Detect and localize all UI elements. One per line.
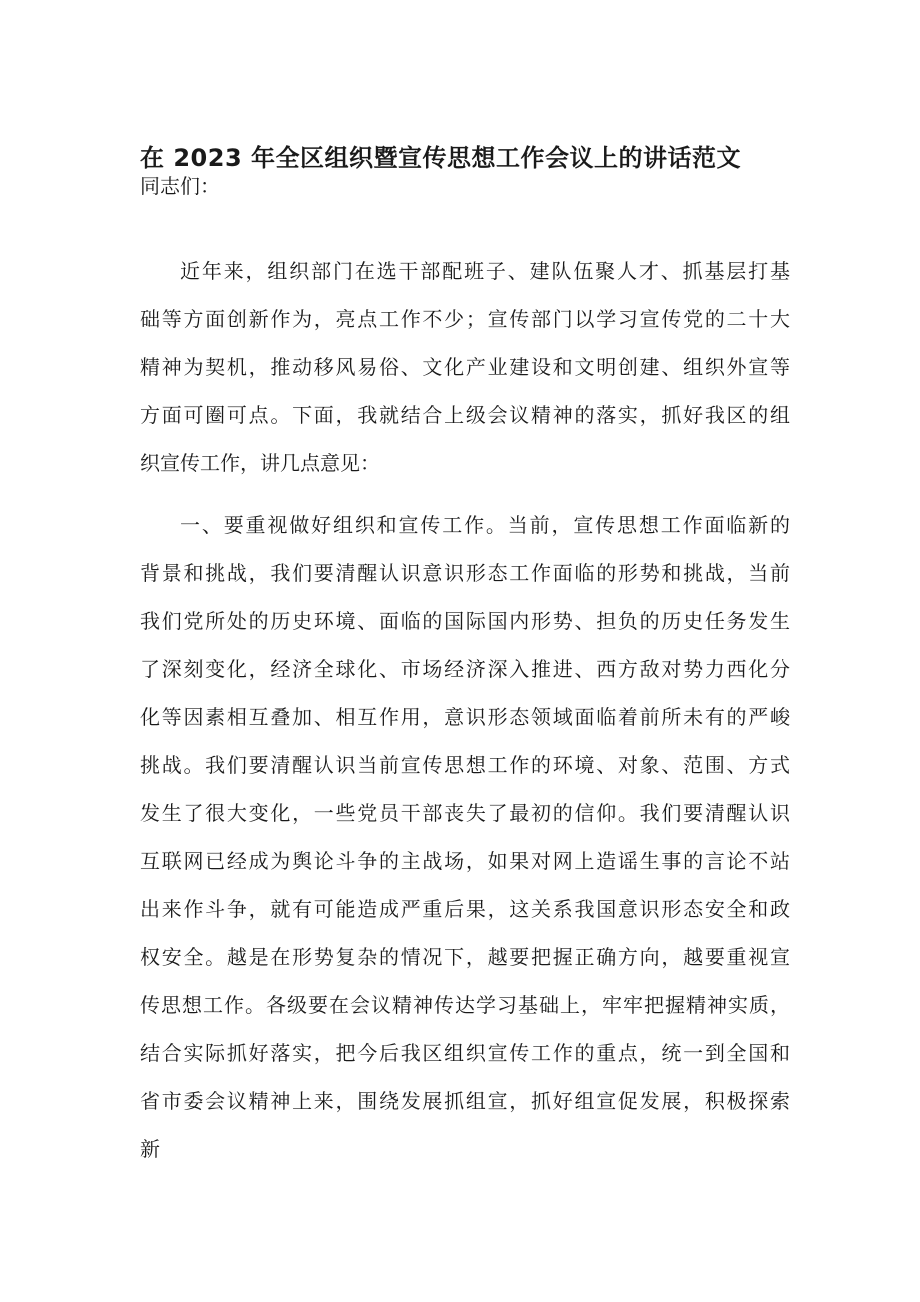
text-line: 传思想工作。各级要在会议精神传达学习基础上，牢牢把握精神实质， [140,993,790,1017]
text-line: 新 [140,1137,160,1161]
text-line: 权安全。越是在形势复杂的情况下，越要把握正确方向，越要重视宣 [140,945,790,969]
text-line: 础等方面创新作为，亮点工作不少；宣传部门以学习宣传党的二十大 [140,307,790,331]
text-line: 出来作斗争，就有可能造成严重后果，这关系我国意识形态安全和政 [140,897,790,921]
text-line: 发生了很大变化，一些党员干部丧失了最初的信仰。我们要清醒认识 [140,801,790,825]
text-line: 我们党所处的历史环境、面临的国际国内形势、担负的历史任务发生 [140,609,790,633]
text-line: 方面可圈可点。下面，我就结合上级会议精神的落实，抓好我区的组 [140,403,790,427]
text-line: 了深刻变化，经济全球化、市场经济深入推进、西方敌对势力西化分 [140,657,790,681]
paragraph-section-one [140,509,790,1181]
text-line: 化等因素相互叠加、相互作用，意识形态领域面临着前所未有的严峻 [140,705,790,729]
paragraph-gap [140,495,790,509]
document-title: 在 2023 年全区组织暨宣传思想工作会议上的讲话范文 [140,144,742,172]
text-line: 近年来，组织部门在选干部配班子、建队伍聚人才、抓基层打基 [180,259,790,283]
document-body [140,255,790,1181]
text-line: 一、要重视做好组织和宣传工作。当前，宣传思想工作面临新的 [180,513,790,537]
text-line: 精神为契机，推动移风易俗、文化产业建设和文明创建、组织外宣等 [140,355,790,379]
text-line: 织宣传工作，讲几点意见： [140,451,380,475]
text-line: 省市委会议精神上来，围绕发展抓组宣，抓好组宣促发展，积极探索 [140,1089,790,1113]
text-line: 互联网已经成为舆论斗争的主战场，如果对网上造谣生事的言论不站 [140,849,790,873]
text-line: 背景和挑战，我们要清醒认识意识形态工作面临的形势和挑战，当前 [140,561,790,585]
text-line: 挑战。我们要清醒认识当前宣传思想工作的环境、对象、范围、方式 [140,753,790,777]
paragraph-intro [140,255,790,495]
salutation: 同志们： [140,174,220,198]
text-line: 结合实际抓好落实，把今后我区组织宣传工作的重点，统一到全国和 [140,1041,790,1065]
